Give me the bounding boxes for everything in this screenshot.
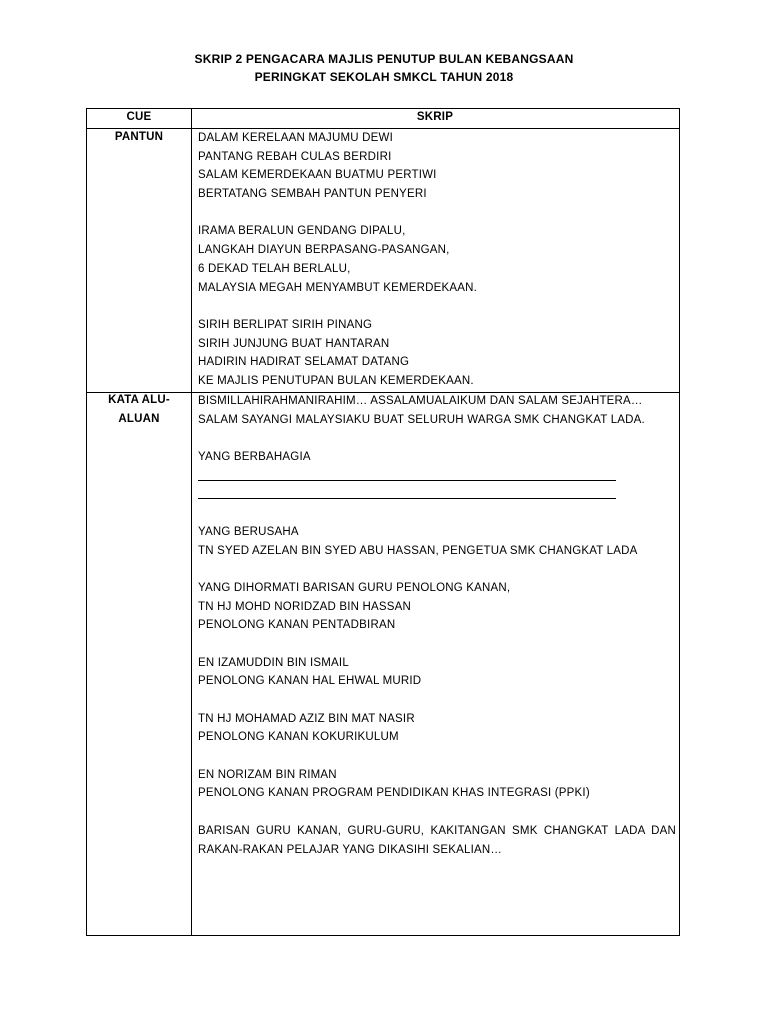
script-line: YANG DIHORMATI BARISAN GURU PENOLONG KANAN, xyxy=(198,581,511,594)
script-line: EN IZAMUDDIN BIN ISMAIL xyxy=(198,656,349,669)
cue-cell-kata-alu-aluan xyxy=(87,391,191,429)
cue-label: KATA ALU- xyxy=(108,394,170,406)
blank-name-line xyxy=(198,467,676,486)
script-line: DALAM KERELAAN MAJUMU DEWI xyxy=(198,132,393,144)
script-line: SALAM KEMERDEKAAN BUATMU PERTIWI xyxy=(198,169,437,182)
blank-line xyxy=(198,504,676,523)
cue-cell-pantun xyxy=(87,128,191,147)
script-paragraph: BARISAN GURU KANAN, GURU-GURU, KAKITANGAN SMK CHANGKAT LADA DAN RAKAN-RAKAN PELAJAR YANG DIKASIHI SEKALIAN… xyxy=(198,824,676,856)
blank-name-line xyxy=(198,485,676,504)
script-cell-kata-alu-aluan xyxy=(198,392,676,859)
script-line: TN HJ MOHD NORIDZAD BIN HASSAN xyxy=(198,600,412,613)
script-line: BISMILLAHIRAHMANIRAHIM… ASSALAMUALAIKUM DAN SALAM SEJAHTERA… xyxy=(198,395,643,407)
script-line: BERTATANG SEMBAH PANTUN PENYERI xyxy=(198,188,427,201)
script-cell-pantun xyxy=(198,129,676,391)
script-line: MALAYSIA MEGAH MENYAMBUT KEMERDEKAAN. xyxy=(198,281,477,294)
header-script: SKRIP xyxy=(416,111,454,123)
blank-line xyxy=(198,747,676,766)
script-line: LANGKAH DIAYUN BERPASANG-PASANGAN, xyxy=(198,244,450,257)
column-divider xyxy=(191,109,192,935)
script-table xyxy=(86,108,680,936)
blank-line xyxy=(198,204,676,223)
script-line: PENOLONG KANAN PENTADBIRAN xyxy=(198,619,396,632)
script-line: EN NORIZAM BIN RIMAN xyxy=(198,768,337,781)
script-line: YANG BERUSAHA xyxy=(198,525,299,538)
script-line: 6 DEKAD TELAH BERLALU, xyxy=(198,262,351,275)
script-line: TN SYED AZELAN BIN SYED ABU HASSAN, PENGETUA SMK CHANGKAT LADA xyxy=(198,544,638,557)
cue-label: PANTUN xyxy=(114,131,164,143)
script-line: KE MAJLIS PENUTUPAN BULAN KEMERDEKAAN. xyxy=(198,374,474,387)
script-line: YANG BERBAHAGIA xyxy=(198,451,311,464)
blank-line xyxy=(198,297,676,316)
script-line: PENOLONG KANAN KOKURIKULUM xyxy=(198,731,399,744)
cue-label: ALUAN xyxy=(118,413,160,425)
script-line: IRAMA BERALUN GENDANG DIPALU, xyxy=(198,225,406,238)
script-line: TN HJ MOHAMAD AZIZ BIN MAT NASIR xyxy=(198,712,415,725)
script-line: PENOLONG KANAN HAL EHWAL MURID xyxy=(198,675,422,688)
blank-line xyxy=(198,691,676,710)
script-line: HADIRIN HADIRAT SELAMAT DATANG xyxy=(198,356,410,369)
script-line: SIRIH JUNJUNG BUAT HANTARAN xyxy=(198,337,390,350)
script-line: PENOLONG KANAN PROGRAM PENDIDIKAN KHAS INTEGRASI (PPKI) xyxy=(198,787,590,800)
header-cue: CUE xyxy=(126,111,152,123)
script-line: SALAM SAYANGI MALAYSIAKU BUAT SELURUH WARGA SMK CHANGKAT LADA. xyxy=(198,413,645,426)
blank-line xyxy=(198,635,676,654)
blank-line xyxy=(198,803,676,822)
blank-line xyxy=(198,429,676,448)
document-subtitle: PERINGKAT SEKOLAH SMKCL TAHUN 2018 xyxy=(254,70,514,84)
script-line: PANTANG REBAH CULAS BERDIRI xyxy=(198,150,392,163)
script-line: SIRIH BERLIPAT SIRIH PINANG xyxy=(198,318,373,331)
blank-line xyxy=(198,560,676,579)
document-title: SKRIP 2 PENGACARA MAJLIS PENUTUP BULAN KEBANGSAAN xyxy=(194,52,574,66)
